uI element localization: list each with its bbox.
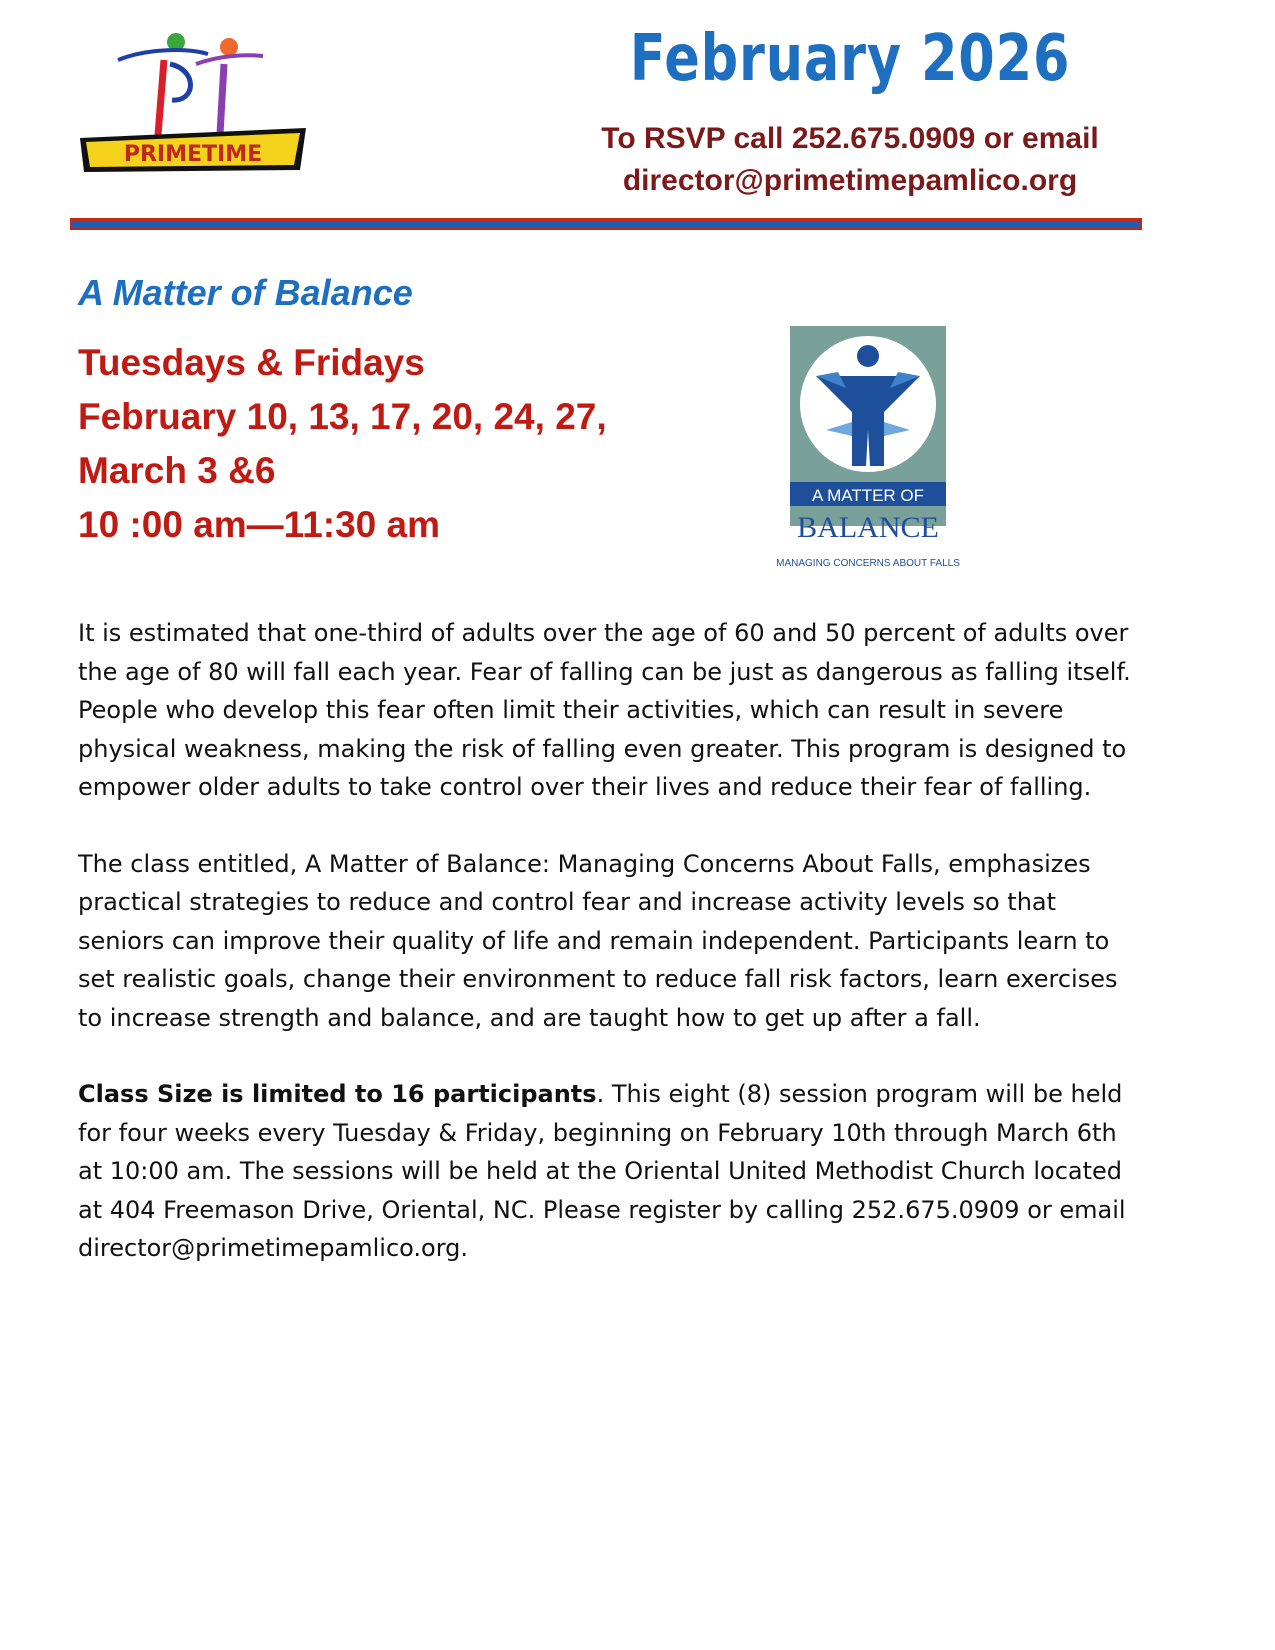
description-paragraph-2: The class entitled, A Matter of Balance: Managing Concerns About Falls, emphasizes practical strategies to reduce and control fear and increase activity levels so that seniors can improve their quality of life and remain independent. Participants learn to set realistic goals, change their environment to reduce fall risk factors, learn exercises to increase strength and balance, and are taught how to get up after a fall. bbox=[78, 849, 1118, 1032]
description-paragraph-1: It is estimated that one-third of adults over the age of 60 and 50 percent of adults over the age of 80 will fall each year. Fear of falling can be just as dangerous as falling itself. People who develop this fear often limit their activities, which can result in severe physical weakness, making the risk of falling even greater. This program is designed to empower older adults to take control over their lives and reduce their fear of falling. bbox=[78, 619, 1131, 801]
schedule-days: Tuesdays & Fridays bbox=[78, 342, 425, 383]
primetime-logo bbox=[78, 30, 318, 180]
logo-wordmark: PRIMETIME bbox=[123, 142, 263, 167]
schedule-dates-feb: February 10, 13, 17, 20, 24, 27, bbox=[78, 396, 607, 437]
session-details: . This eight (8) session program will be held for four weeks every Tuesday & Friday, beginning on February 10th through March 6th at 10:00 am. The sessions will be held at the Oriental United Methodist Church located at 404 Freemason Drive, Oriental, NC. Please register by calling 252.675.0909 or email director@primetimepamlico.org. bbox=[78, 1080, 1126, 1262]
header-divider-accent bbox=[70, 218, 1142, 222]
description-paragraph-3 bbox=[78, 1075, 1138, 1268]
class-size-note: Class Size is limited to 16 participants bbox=[78, 1080, 597, 1108]
balance-logo-tagline: MANAGING CONCERNS ABOUT FALLS bbox=[776, 558, 960, 569]
balance-logo bbox=[766, 326, 976, 576]
rsvp-line-phone: To RSVP call 252.675.0909 or email bbox=[601, 122, 1099, 155]
rsvp-info bbox=[520, 118, 1180, 202]
program-description bbox=[78, 614, 1138, 1306]
schedule-dates-mar: March 3 &6 bbox=[78, 450, 276, 491]
program-schedule bbox=[78, 336, 607, 552]
schedule-time: 10 :00 am—11:30 am bbox=[78, 504, 441, 545]
balance-logo-line2: BALANCE bbox=[797, 511, 939, 544]
month-heading: February 2026 bbox=[629, 22, 1071, 96]
program-title: A Matter of Balance bbox=[78, 272, 413, 313]
rsvp-line-email: director@primetimepamlico.org bbox=[622, 164, 1078, 197]
balance-logo-line1: A MATTER OF bbox=[811, 486, 925, 505]
